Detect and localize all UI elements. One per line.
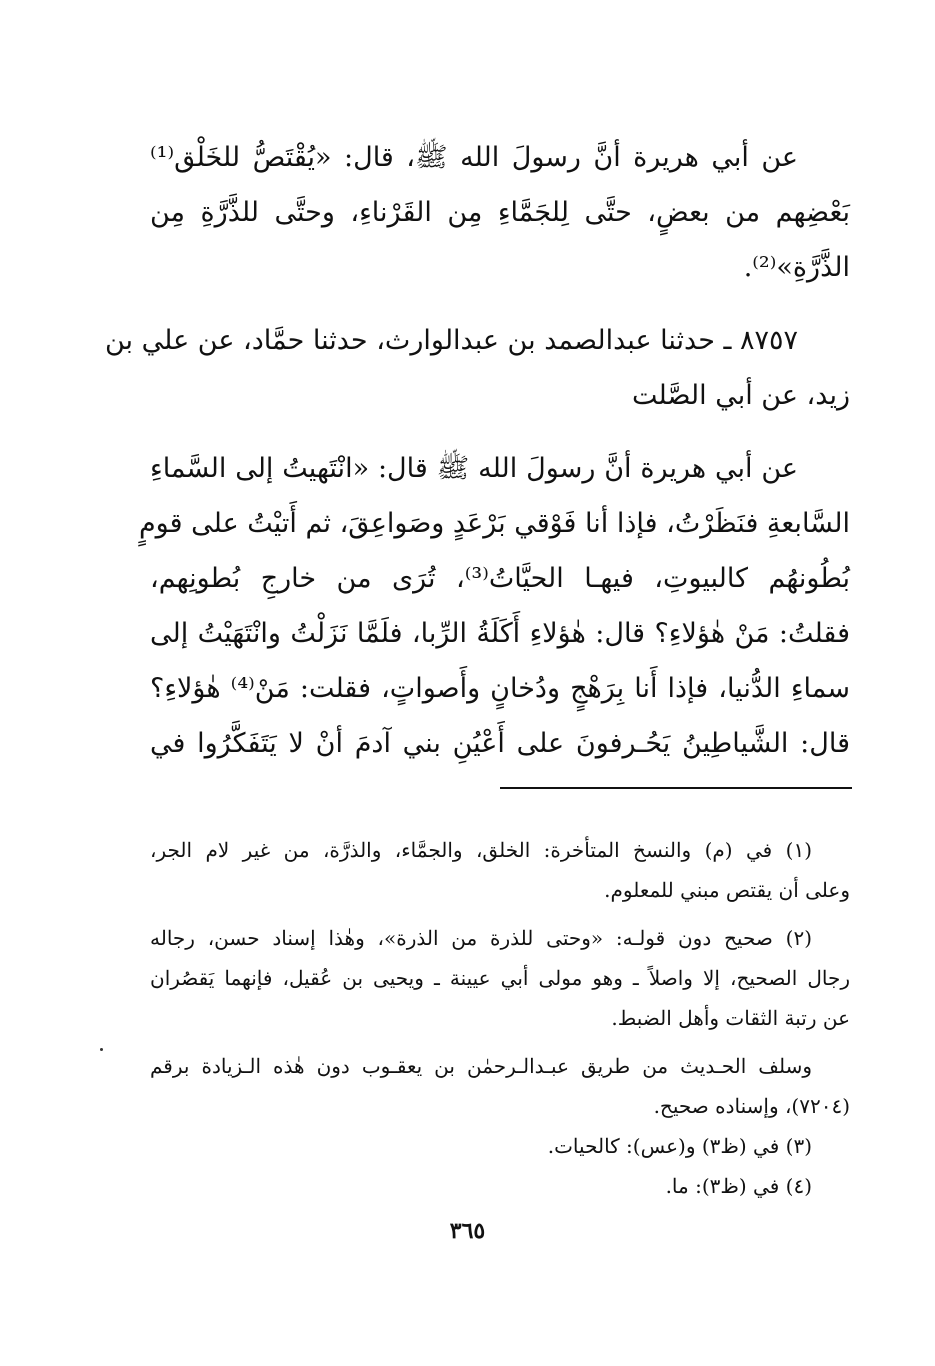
text-line: فقلتُ: مَنْ هٰؤلاءِ؟ قال: هٰؤلاءِ أَكَلَةُ الرِّبا، فلَمَّا نَزَلْتُ وانْتَهَيْتُ إلى bbox=[150, 618, 850, 649]
paragraph-hadith-2 bbox=[138, 441, 850, 771]
footnote-2 bbox=[150, 918, 850, 1038]
paragraph-hadith-1 bbox=[150, 130, 850, 295]
footnote-line: رجال الصحيح، إلا واصلاً ـ وهو مولى أبي عيينة ـ ويحيى بن عُقيل، فإنهما يَقصُران bbox=[150, 966, 850, 990]
margin-speck bbox=[100, 1048, 103, 1051]
footnote-divider bbox=[500, 787, 852, 789]
footnote-line: (٢) صحيح دون قولـه: «وحتى للذرة من الذرة»، وهٰذا إسناد حسن، رجاله bbox=[150, 926, 812, 950]
page-number: ٣٦٥ bbox=[449, 1218, 486, 1244]
footnote-line: (٧٢٠٤)، وإسناده صحيح. bbox=[653, 1094, 850, 1118]
footnote-3: (٣) في (ظ٣) و(عس): كالحيات. bbox=[547, 1134, 812, 1158]
footnote-line: (١) في (م) والنسخ المتأخرة: الخلق، والجمَّاء، والذرَّة، من غير لام الجر، bbox=[150, 838, 812, 862]
text-line: ٨٧٥٧ ـ حدثنا عبدالصمد بن عبدالوارث، حدثنا حمَّاد، عن علي بن bbox=[104, 325, 798, 356]
footnote-line: عن رتبة الثقات وأهل الضبط. bbox=[611, 1006, 850, 1030]
footnote-4: (٤) في (ظ٣): ما. bbox=[665, 1174, 812, 1198]
footnote-line: وعلى أن يقتص مبني للمعلوم. bbox=[604, 878, 850, 902]
text-line: قال: الشَّياطِينُ يَحُـرفونَ على أَعْيُنِ بني آدمَ أنْ لا يَتَفَكَّرُوا في bbox=[150, 728, 850, 759]
text-line: بُطُونهُم كالبيوتِ، فيهـا الحيَّاتُ⁽³⁾، تُرَى من خارجِ بُطونِهم، bbox=[150, 563, 850, 594]
text-line: الذَّرَّةِ»⁽²⁾. bbox=[743, 252, 850, 283]
footnote-2-continuation bbox=[150, 1046, 850, 1126]
footnote-1 bbox=[150, 830, 850, 910]
text-line: عن أبي هريرة أنَّ رسولَ الله ﷺ قال: «انْتَهيتُ إلى السَّماءِ bbox=[150, 453, 798, 484]
text-line: عن أبي هريرة أنَّ رسولَ الله ﷺ، قال: «يُقْتَصُّ للخَلْق⁽¹⁾ bbox=[150, 142, 798, 173]
text-line: سماءِ الدُّنيا، فإذا أَنا بِرَهْجٍ ودُخانٍ وأَصواتٍ، فقلت: مَنْ⁽⁴⁾ هٰؤلاءِ؟ bbox=[150, 673, 850, 704]
footnotes bbox=[150, 830, 850, 1206]
paragraph-isnad-8757 bbox=[104, 313, 850, 423]
text-line: زيد، عن أبي الصَّلت bbox=[632, 380, 850, 411]
footnote-line: وسلف الحـديث من طريق عبـدالـرحمٰن بن يعقـوب دون هٰذه الـزيادة برقم bbox=[150, 1054, 812, 1078]
text-line: بَعْضِهم من بعضٍ، حتَّى لِلجَمَّاءِ مِن القَرْناءِ، وحتَّى للذَّرَّةِ مِن bbox=[150, 197, 850, 228]
text-line: السَّابعةِ فنَظَرْتُ، فإذا أنا فَوْقي بَرْعَدٍ وصَواعِقَ، ثم أَتيْتُ على قومٍ bbox=[138, 508, 850, 539]
main-text bbox=[104, 130, 850, 771]
